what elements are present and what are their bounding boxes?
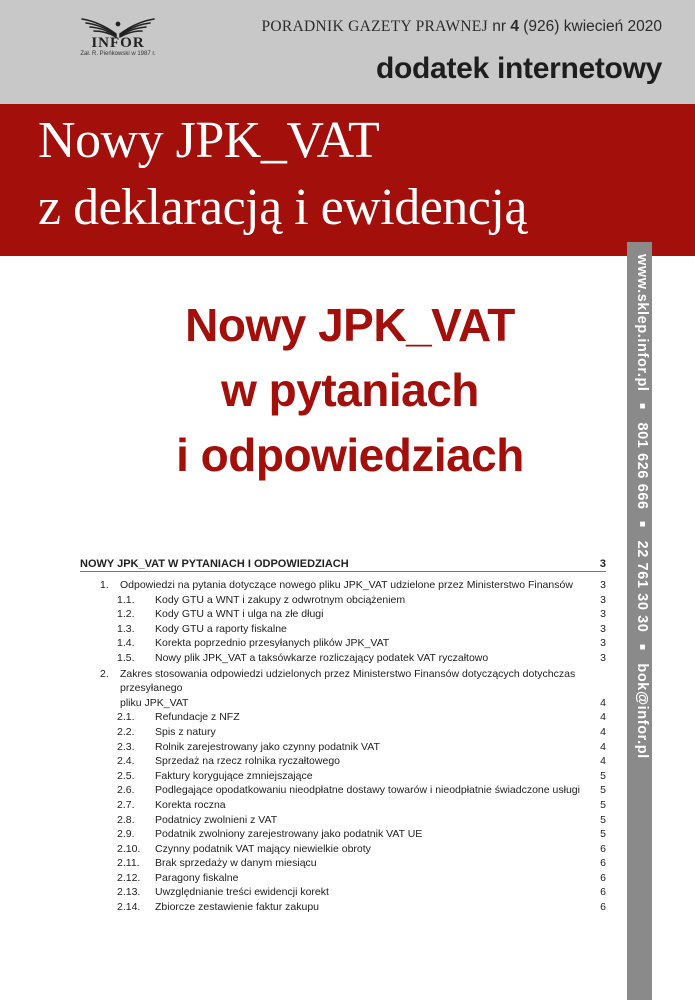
toc-label: Kody GTU a WNT i zakupy z odwrotnym obciążeniem: [155, 593, 406, 606]
toc-number: 2.4.: [117, 755, 135, 768]
logo-subtitle: Zał. R. Pieńkowski w 1987 r.: [80, 51, 156, 57]
toc-item[interactable]: [80, 607, 606, 622]
toc-item[interactable]: [80, 754, 606, 769]
toc-page: 3: [600, 593, 606, 606]
toc-item[interactable]: [80, 769, 606, 784]
phone-1: 801 626 666: [634, 422, 650, 510]
toc-label: Zbiorcze zestawienie faktur zakupu: [155, 901, 319, 914]
nr-label: nr: [492, 18, 507, 35]
toc-heading-page: 3: [599, 558, 606, 570]
website-link[interactable]: www.sklep.infor.pl: [634, 254, 650, 392]
separator-icon: ■: [637, 642, 648, 654]
toc-label: Spis z natury: [155, 725, 216, 738]
toc-item[interactable]: [80, 725, 606, 740]
toc-number: 1.3.: [117, 622, 135, 635]
toc-number: 2.7.: [117, 798, 135, 811]
toc-label: Sprzedaż na rzecz rolnika ryczałtowego: [155, 755, 341, 768]
toc-label: pliku JPK_VAT: [120, 696, 189, 709]
toc-page: 3: [600, 637, 606, 650]
toc-number: 2.1.: [117, 711, 135, 724]
toc-label: Podatnik zwolniony zarejestrowany jako podatnik VAT UE: [155, 828, 423, 841]
toc-item[interactable]: [80, 856, 606, 871]
toc-item[interactable]: [80, 885, 606, 900]
toc-page: 5: [600, 784, 606, 797]
issue-number: 4: [510, 18, 519, 35]
toc-item[interactable]: [80, 710, 606, 725]
toc-label: Kody GTU a WNT i ulga na złe długi: [155, 608, 324, 621]
toc-item[interactable]: [80, 636, 606, 651]
toc-page: 6: [600, 886, 606, 899]
toc-item[interactable]: [80, 593, 606, 608]
toc-label: Odpowiedzi na pytania dotyczące nowego pliku JPK_VAT udzielone przez Ministerstwo Finansów: [120, 579, 573, 591]
toc-label: Nowy plik JPK_VAT a taksówkarze rozliczający podatek VAT ryczałtowo: [155, 651, 489, 664]
toc-label: Uwzględnianie treści ewidencji korekt: [155, 886, 329, 899]
toc-item[interactable]: [80, 827, 606, 842]
toc-label: Zakres stosowania odpowiedzi udzielonych przez Ministerstwo Finansów dotyczących dotychczas przesyłanego: [120, 667, 576, 695]
toc-page: 5: [600, 813, 606, 826]
toc-item[interactable]: [80, 813, 606, 828]
contact-info: [630, 254, 650, 759]
logo-wordmark: INFOR: [91, 35, 145, 51]
table-of-contents: [80, 558, 606, 915]
toc-page: 4: [600, 711, 606, 724]
toc-page: 6: [600, 871, 606, 884]
publication-line: [262, 18, 662, 36]
supplement-label: dodatek internetowy: [375, 52, 662, 85]
toc-item[interactable]: [80, 783, 606, 798]
infor-logo: [70, 16, 166, 64]
toc-item[interactable]: [80, 900, 606, 915]
email-link[interactable]: bok@infor.pl: [634, 663, 650, 759]
toc-number: 1.: [100, 579, 109, 591]
toc-page: 3: [600, 608, 606, 621]
toc-number: 2.2.: [117, 725, 135, 738]
toc-item[interactable]: [80, 798, 606, 813]
toc-number: 2.9.: [117, 828, 135, 841]
separator-icon: ■: [637, 401, 648, 413]
toc-number: 2.6.: [117, 784, 135, 797]
series-name: PORADNIK GAZETY PRAWNEJ: [261, 18, 488, 35]
toc-number: 2.8.: [117, 813, 135, 826]
banner-title-line1: Nowy JPK_VAT: [38, 112, 380, 169]
document-title: [100, 293, 600, 488]
toc-page: 3: [600, 622, 606, 635]
issue-total: (926): [523, 18, 560, 35]
toc-heading-label: NOWY JPK_VAT W PYTANIACH I ODPOWIEDZIACH: [80, 558, 349, 570]
toc-label: Rolnik zarejestrowany jako czynny podatnik VAT: [155, 740, 380, 753]
toc-page: 4: [600, 755, 606, 768]
toc-number: 2.12.: [117, 871, 141, 884]
toc-label: Paragony fiskalne: [155, 871, 239, 884]
toc-page: 4: [600, 725, 606, 738]
separator-icon: ■: [637, 519, 648, 531]
toc-label: Czynny podatnik VAT mający niewielkie obroty: [155, 842, 371, 855]
toc-label: Faktury korygujące zmniejszające: [155, 769, 313, 782]
toc-number: 1.2.: [117, 608, 135, 621]
banner-title-line2: z deklaracją i ewidencją: [38, 179, 527, 236]
toc-number: 2.5.: [117, 769, 135, 782]
toc-label: Podatnicy zwolnieni z VAT: [155, 813, 278, 826]
toc-label: Refundacje z NFZ: [155, 711, 240, 724]
toc-number: 2.3.: [117, 740, 135, 753]
toc-page: 5: [600, 828, 606, 841]
toc-section-continuation[interactable]: [80, 696, 606, 711]
toc-page: 3: [600, 651, 606, 664]
toc-page: 3: [600, 579, 606, 591]
toc-label: Podlegające opodatkowaniu nieodpłatne dostawy towarów i nieodpłatnie świadczone usługi: [155, 784, 580, 797]
toc-label: Brak sprzedaży w danym miesiącu: [155, 857, 317, 870]
toc-number: 1.4.: [117, 637, 135, 650]
phone-2: 22 761 30 30: [634, 540, 650, 633]
toc-number: 1.5.: [117, 651, 135, 664]
title-line2: w pytaniach: [221, 364, 479, 416]
toc-page: 6: [600, 901, 606, 914]
toc-number: 2.10.: [117, 842, 141, 855]
toc-item[interactable]: [80, 740, 606, 755]
toc-number: 2.: [100, 667, 109, 680]
toc-item[interactable]: [80, 622, 606, 637]
toc-page: 5: [600, 769, 606, 782]
toc-item[interactable]: [80, 842, 606, 857]
toc-section[interactable]: [80, 667, 606, 696]
toc-label: Kody GTU a raporty fiskalne: [155, 622, 287, 635]
toc-page: 4: [600, 740, 606, 753]
issue-date: kwiecień 2020: [563, 18, 662, 35]
toc-section[interactable]: [80, 578, 606, 593]
toc-item[interactable]: [80, 871, 606, 886]
toc-number: 2.11.: [117, 857, 140, 870]
toc-item[interactable]: [80, 651, 606, 666]
title-line1: Nowy JPK_VAT: [185, 299, 515, 351]
toc-page: 6: [600, 857, 606, 870]
toc-number: 2.13.: [117, 886, 141, 899]
toc-number: 1.1.: [117, 593, 135, 606]
toc-page: 6: [600, 842, 606, 855]
toc-label: Korekta poprzednio przesyłanych plików JPK_VAT: [155, 637, 390, 650]
toc-page: 4: [600, 696, 606, 709]
toc-number: 2.14.: [117, 901, 141, 914]
toc-page: 5: [600, 798, 606, 811]
toc-label: Korekta roczna: [155, 798, 226, 811]
header-bar: [0, 0, 695, 104]
title-line3: i odpowiedziach: [176, 429, 524, 481]
toc-heading[interactable]: [80, 558, 606, 572]
